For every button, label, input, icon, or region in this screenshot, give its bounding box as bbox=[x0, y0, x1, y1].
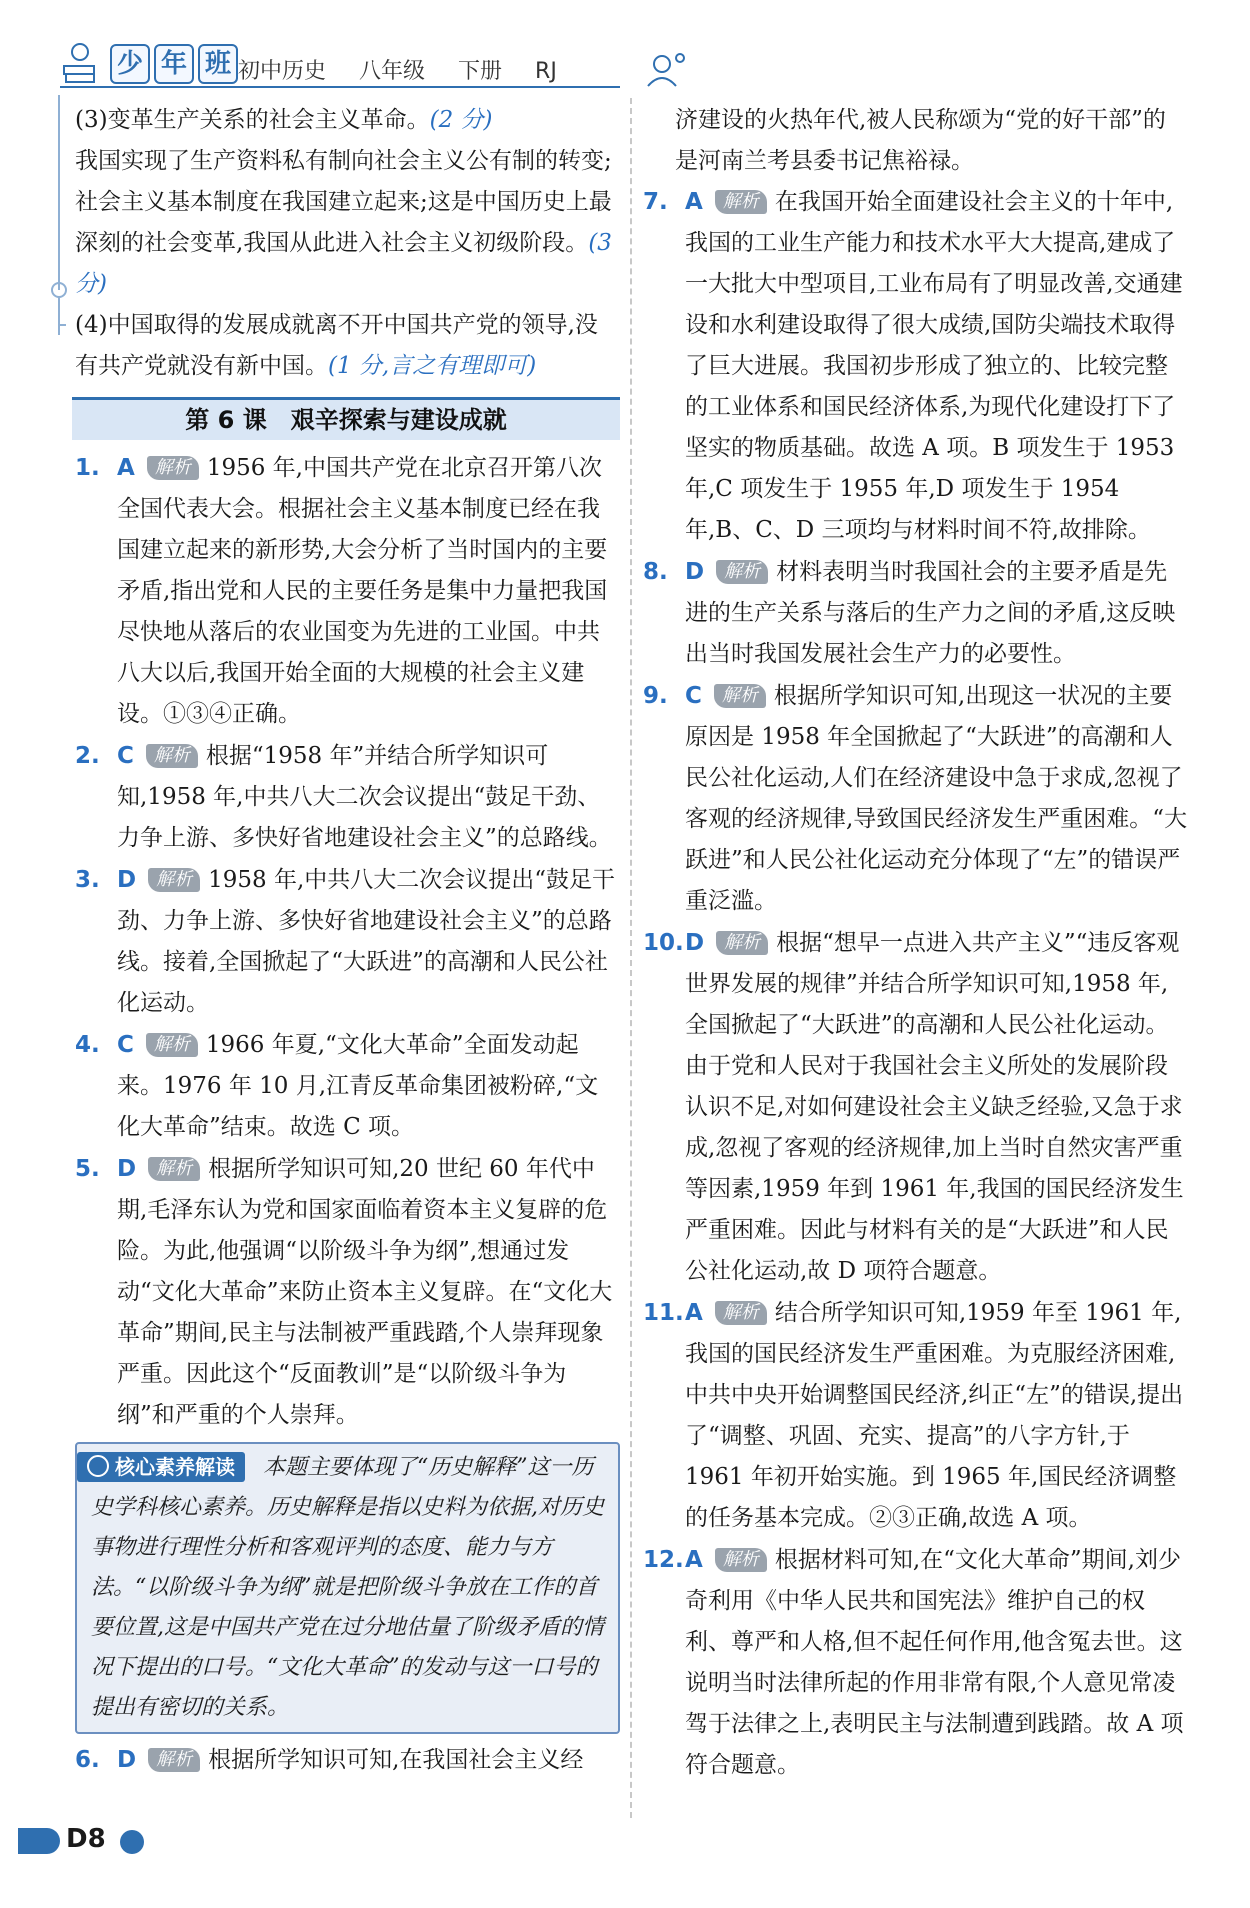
question-number: 2. bbox=[75, 743, 100, 769]
analysis-tag: 解析 bbox=[716, 560, 768, 584]
analysis-tag: 解析 bbox=[715, 1301, 767, 1325]
answer-letter: A bbox=[685, 1547, 703, 1573]
answer-item-7 bbox=[643, 182, 1188, 551]
analysis-tag: 解析 bbox=[714, 684, 766, 708]
question-number: 5. bbox=[75, 1156, 100, 1182]
core-literacy-text: 本题主要体现了“历史解释”这一历史学科核心素养。历史解释是指以史料为依据,对历史事物进行理性分析和客观评判的态度、能力与方法。“以阶级斗争为纲”就是把阶级斗争放在工作的首要位置,这是中国共产党在过分地估量了阶级矛盾的情况下提出的口号。“文化大革命”的发动与这一口号的提出有密切的关系。 bbox=[91, 1455, 604, 1720]
question-number: 12. bbox=[643, 1547, 684, 1573]
answer-item-6-continued: 济建设的火热年代,被人民称颂为“党的好干部”的是河南兰考县委书记焦裕禄。 bbox=[675, 107, 1166, 174]
footer-dot-icon bbox=[120, 1830, 144, 1854]
footer-accent bbox=[18, 1828, 60, 1854]
q4-text: (4)中国取得的发展成就离不开中国共产党的领导,没有共产党就没有新中国。 bbox=[75, 312, 598, 379]
question-number: 1. bbox=[75, 455, 100, 481]
question-number: 6. bbox=[75, 1747, 100, 1773]
analysis-tag: 解析 bbox=[148, 1157, 200, 1181]
question-number: 3. bbox=[75, 867, 100, 893]
analysis-text: 根据所学知识可知,出现这一状况的主要原因是 1958 年全国掀起了“大跃进”的高潮和人民公社化运动,人们在经济建设中急于求成,忽视了客观的经济规律,导致国民经济发生严重困难。“大跃进”和人民公社化运动充分体现了“左”的错误严重泛滥。 bbox=[685, 683, 1188, 914]
analysis-tag: 解析 bbox=[146, 1033, 198, 1057]
answer-letter: C bbox=[117, 743, 134, 769]
q4-score: (1 分,言之有理即可) bbox=[328, 353, 537, 379]
question-number: 9. bbox=[643, 683, 668, 709]
decorative-rail bbox=[58, 95, 60, 290]
core-label-text: 核心素养解读 bbox=[115, 1455, 235, 1479]
page-footer bbox=[18, 1822, 168, 1862]
analysis-tag: 解析 bbox=[147, 456, 199, 480]
answer-letter: D bbox=[117, 1156, 137, 1182]
analysis-tag: 解析 bbox=[716, 931, 768, 955]
q3-body-text: 我国实现了生产资料私有制向社会主义公有制的转变;社会主义基本制度在我国建立起来;这是中国历史上最深刻的社会变革,我国从此进入社会主义初级阶段。 bbox=[75, 148, 612, 256]
analysis-tag: 解析 bbox=[148, 868, 200, 892]
answer-letter: D bbox=[685, 930, 705, 956]
analysis-tag: 解析 bbox=[148, 1748, 200, 1772]
answer-item-1 bbox=[75, 448, 620, 735]
header-rule bbox=[60, 86, 620, 88]
left-column bbox=[75, 100, 620, 1782]
answer-letter: A bbox=[117, 455, 135, 481]
answer-letter: C bbox=[117, 1032, 134, 1058]
core-literacy-label bbox=[77, 1452, 245, 1482]
answer-item-3 bbox=[75, 860, 620, 1024]
question-number: 8. bbox=[643, 559, 668, 585]
q3-body-score: (3 分) bbox=[75, 230, 612, 297]
answer-item-8 bbox=[643, 552, 1188, 675]
analysis-text: 1956 年,中国共产党在北京召开第八次全国代表大会。根据社会主义基本制度已经在我国建立起来的新形势,大会分析了当时国内的主要矛盾,指出党和人民的主要任务是集中力量把我国尽快地从落后的农业国变为先进的工业国。中共八大以后,我国开始全面的大规模的社会主义建设。①③④正确。 bbox=[117, 455, 608, 727]
answer-item-5 bbox=[75, 1149, 620, 1436]
student-icon bbox=[640, 50, 690, 90]
question-number: 7. bbox=[643, 189, 668, 215]
analysis-text: 根据“1958 年”并结合所学知识可知,1958 年,中共八大二次会议提出“鼓足干劲、力争上游、多快好省地建设社会主义”的总路线。 bbox=[117, 743, 612, 851]
column-divider bbox=[630, 98, 632, 1818]
answer-letter: C bbox=[685, 683, 702, 709]
answer-item-12 bbox=[643, 1540, 1188, 1786]
brand-char: 班 bbox=[198, 44, 238, 84]
answer-item-6 bbox=[75, 1740, 620, 1781]
answer-letter: D bbox=[685, 559, 705, 585]
chart-icon bbox=[87, 1455, 109, 1477]
analysis-text: 在我国开始全面建设社会主义的十年中,我国的工业生产能力和技术水平大大提高,建成了一大批大中型项目,工业布局有了明显改善,交通建设和水利建设取得了很大成绩,国防尖端技术取得了巨大进展。我国初步形成了独立的、比较完整的工业体系和国民经济体系,为现代化建设打下了坚实的物质基础。故选 A 项。B 项发生于 1953 年,C 项发生于 1955 年,D 项发生于 1954 年,B、C、D 三项均与材料时间不符,故排除。 bbox=[685, 189, 1183, 543]
analysis-tag: 解析 bbox=[146, 744, 198, 768]
analysis-text: 根据“想早一点进入共产主义”“违反客观世界发展的规律”并结合所学知识可知,1958 年,全国掀起了“大跃进”的高潮和人民公社化运动。由于党和人民对于我国社会主义所处的发展阶段认识不足,对如何建设社会主义缺乏经验,又急于求成,忽视了客观的经济规律,加上当时自然灾害严重等因素,1959 年到 1961 年,我国的国民经济发生严重困难。因此与材料有关的是“大跃进”和人民公社化运动,故 D 项符合题意。 bbox=[685, 930, 1184, 1284]
page-number: D8 bbox=[66, 1824, 106, 1854]
answer-letter: D bbox=[117, 867, 137, 893]
analysis-text: 根据所学知识可知,在我国社会主义经 bbox=[208, 1747, 584, 1773]
analysis-text: 1958 年,中共八大二次会议提出“鼓足干劲、力争上游、多快好省地建设社会主义”的总路线。接着,全国掀起了“大跃进”的高潮和人民公社化运动。 bbox=[117, 867, 616, 1016]
q3-score: (2 分) bbox=[429, 107, 493, 133]
answer-item-9 bbox=[643, 676, 1188, 922]
answer-letter: A bbox=[685, 1300, 703, 1326]
subject: 初中历史 bbox=[238, 59, 327, 84]
analysis-text: 1966 年夏,“文化大革命”全面发动起来。1976 年 10 月,江青反革命集团被粉碎,“文化大革命”结束。故选 C 项。 bbox=[117, 1032, 599, 1140]
lesson-title: 第 6 课 艰辛探索与建设成就 bbox=[72, 397, 620, 440]
answer-q4 bbox=[75, 305, 620, 387]
volume: 下册 bbox=[458, 59, 503, 84]
answer-item-11 bbox=[643, 1293, 1188, 1539]
question-number: 4. bbox=[75, 1032, 100, 1058]
q3-text: (3)变革生产关系的社会主义革命。 bbox=[75, 107, 430, 133]
answer-item-4 bbox=[75, 1025, 620, 1148]
brand-logo bbox=[110, 44, 238, 84]
analysis-text: 根据材料可知,在“文化大革命”期间,刘少奇利用《中华人民共和国宪法》维护自己的权利、尊严和人格,但不起任何作用,他含冤去世。这说明当时法律所起的作用非常有限,个人意见常凌驾于法律之上,表明民主与法制遭到践踏。故 A 项符合题意。 bbox=[685, 1547, 1184, 1778]
question-number: 11. bbox=[643, 1300, 684, 1326]
analysis-tag: 解析 bbox=[715, 190, 767, 214]
right-column bbox=[643, 100, 1188, 1787]
core-literacy-box bbox=[75, 1442, 620, 1734]
analysis-text: 结合所学知识可知,1959 年至 1961 年,我国的国民经济发生严重困难。为克服经济困难,中共中央开始调整国民经济,纠正“左”的错误,提出了“调整、巩固、充实、提高”的八字方针,于 1961 年初开始实施。到 1965 年,国民经济调整的任务基本完成。②③正确,故选 A 项。 bbox=[685, 1300, 1184, 1531]
question-number: 10. bbox=[643, 930, 684, 956]
book-info bbox=[238, 54, 583, 85]
answer-letter: D bbox=[117, 1747, 137, 1773]
answer-q3-body bbox=[75, 141, 620, 305]
analysis-text: 根据所学知识可知,20 世纪 60 年代中期,毛泽东认为党和国家面临着资本主义复辟的危险。为此,他强调“以阶级斗争为纲”,想通过发动“文化大革命”来防止资本主义复辟。在“文化大革命”期间,民主与法制被严重践踏,个人崇拜现象严重。因此这个“反面教训”是“以阶级斗争为纲”和严重的个人崇拜。 bbox=[117, 1156, 613, 1428]
answer-letter: A bbox=[685, 189, 703, 215]
page-header bbox=[60, 42, 680, 92]
answer-item-10 bbox=[643, 923, 1188, 1292]
analysis-tag: 解析 bbox=[715, 1548, 767, 1572]
book-stack-icon bbox=[60, 38, 100, 86]
grade: 八年级 bbox=[359, 59, 426, 84]
key-icon bbox=[48, 280, 70, 340]
brand-char: 少 bbox=[110, 44, 150, 84]
brand-char: 年 bbox=[154, 44, 194, 84]
answer-item-2 bbox=[75, 736, 620, 859]
answer-q3 bbox=[75, 100, 620, 141]
analysis-text: 材料表明当时我国社会的主要矛盾是先进的生产关系与落后的生产力之间的矛盾,这反映出当时我国发展社会生产力的必要性。 bbox=[685, 559, 1176, 667]
edition: RJ bbox=[535, 59, 557, 84]
